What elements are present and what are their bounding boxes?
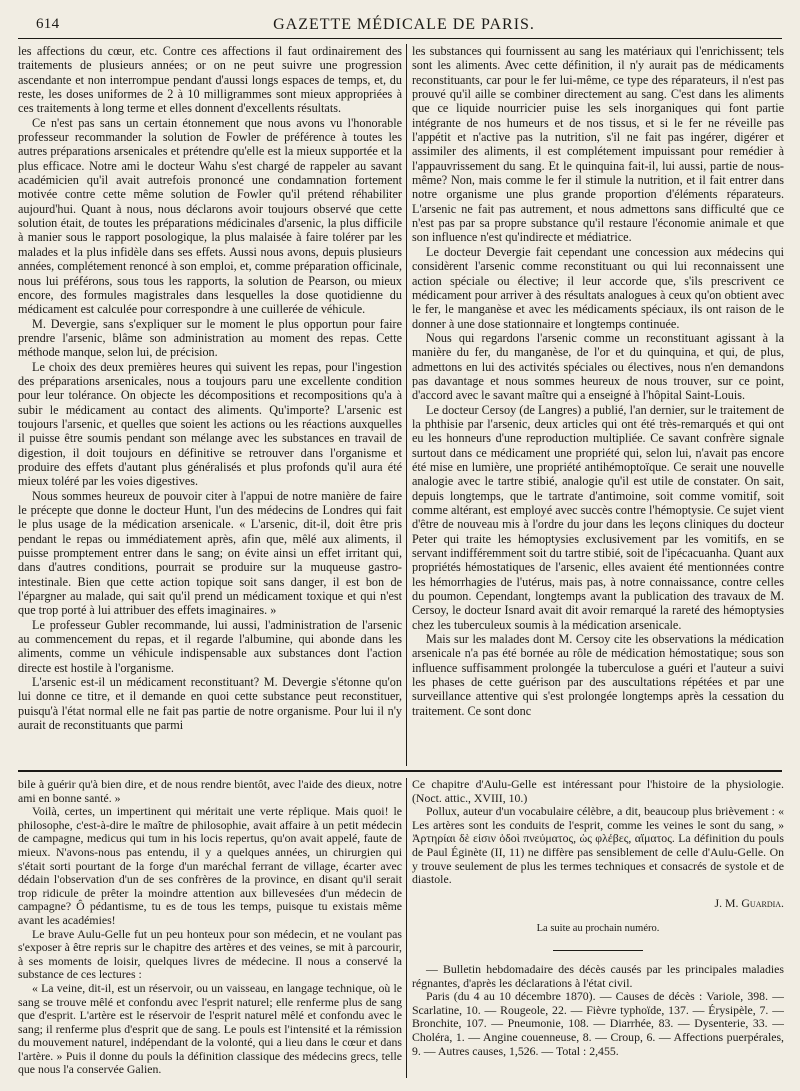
paragraph: Le choix des deux premières heures qui suivent les repas, pour l'ingestion des préparations arsenicales, nous a toujours paru une excellente condition pour leur tolérance. On objecte les décompositions et recompositions qu'a à subir le médicament au contact des aliments. Qu'importe? L'arsenic est toujours l'arsenic, et quelles que soient les actions ou les réactions auxquelles il puisse être soumis pendant son mélange avec les substances en travail de digestion, il doit toujours en définitive se retrouver dans l'organisme et produire des effets d'autant plus généralisés et plus profonds qu'il aura été mieux toléré par les voies digestives. <box>18 359 402 489</box>
page-number: 614 <box>36 16 60 32</box>
paragraph: « La veine, dit-il, est un réservoir, ou un vaisseau, en langage technique, où le sang se trouve mêlé et confondu avec l'esprit naturel; elle renferme plus de sang que d'esprit. L'artère est le réservoir de l'esprit naturel mêlé et confondu avec le sang; il renferme plus d'esprit que de sang. Le pouls est l'intensité et la rémission du mouvement naturel, indépendant de la volonté, qui a lieu dans le cœur et dans l'artère. » Puis il donne du pouls la définition classique des médecins grecs, telle que nous l'a conservée Galien. <box>18 980 402 1077</box>
column-divider-upper <box>406 44 407 766</box>
article-column-right <box>412 44 784 764</box>
bulletin-heading: — Bulletin hebdomadaire des décès causés par les principales maladies régnantes, d'après les déclarations à l'état civil. <box>412 961 784 990</box>
mortality-statistics: Paris (du 4 au 10 décembre 1870). — Causes de décès : Variole, 398. — Scarlatine, 10. — Rougeole, 22. — Fièvre typhoïde, 137. — Érysipèle, 7. — Bronchite, 107. — Pneumonie, 108. — Diarrhée, 83. — Dysenterie, 33. — Choléra, 1. — Angine couenneuse, 8. — Croup, 6. — Affections puerpérales, 9. — Autres causes, 1,526. — Total : 2,455. <box>412 989 784 1058</box>
feuilleton-column-right <box>412 778 784 1078</box>
paragraph: Ce n'est pas sans un certain étonnement que nous avons vu l'honorable professeur recommander la solution de Fowler de préférence à toutes les autres préparations arsenicales et prétendre qu'elle est la mieux supportée et la plus efficace. Notre ami le docteur Wahu s'est chargé de rappeler au savant académicien qu'il avait autrefois prononcé une condamnation fortement motivée contre cette même solution de Fowler qu'il prétend réhabiliter aujourd'hui. Quant à nous, nous déclarons avoir toujours observé que cette solution était, de toutes les préparations médicinales d'arsenic, la plus difficile à manier sous le rapport posologique, la plus malaisée à faire tolérer par les malades et la plus infidèle dans ses effets. Aussi nous avons, depuis plusieurs années, complétement renoncé à son emploi, et, comme préparation officinale, nous lui préférons, sous tous les rapports, la solution de Pearson, ou mieux encore, des formules magistrales dans lesquelles la dose quotidienne du médicament est calculée pour correspondre à une cuillerée de véhicule. <box>18 115 402 317</box>
feuilleton-rule <box>18 770 782 772</box>
continuation-note: La suite au prochain numéro. <box>536 923 660 935</box>
page-header <box>26 14 782 36</box>
paragraph: Ce chapitre d'Aulu-Gelle est intéressant pour l'histoire de la physiologie. (Noct. attic., XVIII, 10.) <box>412 778 784 805</box>
column-divider-lower <box>406 778 407 1078</box>
header-rule <box>18 38 782 39</box>
paragraph: Pollux, auteur d'un vocabulaire célèbre, a dit, beaucoup plus brièvement : « Les artères sont les conduits de l'esprit, comme les veines le sont du sang, » Ἀρτηρίαι δὲ εἰσιν ὁδοὶ πνεύματος, ὡς φλέβες, αἵματος. La définition du pouls de Paul Éginète (II, 11) ne diffère pas sensiblement de celle d'Aulu-Gelle. On y trouve seulement de plus les termes techniques et consacrés de systole et de diastole. <box>412 804 784 887</box>
paragraph: L'arsenic est-il un médicament reconstituant? M. Devergie s'étonne qu'on lui donne ce titre, et il demande en quoi cette substance peut reconstituer, puisqu'à l'état normal elle ne fait pas partie de notre organisme. Pour lui il n'y aurait de reconstituants que parmi <box>18 675 402 733</box>
paragraph: Le professeur Gubler recommande, lui aussi, l'administration de l'arsenic au commencement du repas, et il regarde l'albumine, qui abonde dans les aliments, comme un véhicule indispensable aux substances dont l'action directe est hostile à l'organisme. <box>18 617 402 675</box>
article-column-left <box>18 44 402 764</box>
paragraph: les affections du cœur, etc. Contre ces affections il faut ordinairement des traitements de plusieurs années; or on ne peut suivre une progression ascendante et non interrompue pendant d'aussi longs espaces de temps, et, du reste, les doses uniformes de 2 à 10 milligrammes sont mieux appropriées à ces traitements à long terme et elles donnent d'excellents résultats. <box>18 44 402 116</box>
paragraph: Mais sur les malades dont M. Cersoy cite les observations la médication arsenicale n'a pas été bornée au rôle de médication hémostatique; sous son influence suffisamment prolongée la tuberculose a guéri et l'auteur a suivi les phases de cette guérison par des auscultations répétées et par une surveillance attentive qui s'est prolongée longtemps après la cessation du traitement. Ce sont donc <box>412 632 784 718</box>
paragraph: Voilà, certes, un impertinent qui méritait une verte réplique. Mais quoi! le philosophe, c'est-à-dire le maître de philosophie, avait affaire à un petit médecin de campagne, medicus qui tum in his locis repertus, qu'on avait appelé, faute de mieux. N'avons-nous pas entendu, il y a quelques années, un chirurgien qui s'était sorti pourtant de la forge d'un maréchal ferrant de village, écarter avec dédain l'observation d'un de ses confrères de la province, en disant qu'il serait trop ridicule de prêter la moindre attention aux billevesées d'un médecin de campagne? Ô pédantisme, tu es de tous les temps, puisque tu existais même avant les académies! <box>18 804 402 927</box>
paragraph: Le docteur Cersoy (de Langres) a publié, l'an dernier, sur le traitement de la phthisie par l'arsenic, deux articles qui ont été très-remarqués et qui ont eu les honneurs d'une reproduction multipliée. Ce savant confrère signale surtout dans ce médicament une propriété qui, selon lui, n'avait pas encore été mise en lumière, une propriété antihémoptoïque. Ce serait une nouvelle analogie avec le tartre stibié, analogie qu'il est utile de constater. On sait, depuis longtemps, que le tartrate d'antimoine, soit comme vomitif, soit comme altérant, est employé avec succès contre l'hémoptysie. Ce sujet vient d'être de nouveau mis à l'ordre du jour dans les leçons cliniques du docteur Peter qui traite les hémoptysies exclusivement par les vomitifs, en se servant indifféremment soit du tartre stibié, soit de l'ipécacuanha. Quant aux propriétés hémostatiques de l'arsenic, elles avaient été mentionnées contre les hémorrhagies de l'utérus, mais pas, à notre connaissance, contre celles du poumon. Cependant, longtemps avant la publication des travaux de M. Cersoy, le docteur Isnard avait dit avoir remarqué la rareté des hémoptysies chez les tuberculeux soumis à la médication arsenicale. <box>412 402 784 632</box>
paragraph: Le docteur Devergie fait cependant une concession aux médecins qui considèrent l'arsenic comme reconstituant ou qui lui reconnaissent une action spéciale ou élective; il leur accorde que, s'ils prescrivent ce médicament pour arriver à des résultats analogues à ceux qu'on obtient avec le fer, le manganèse et avec les médicaments spéciaux, ils ont raison de le donner à une dose stationnaire et longtemps continuée. <box>412 244 784 331</box>
author-signature: J. M. Guardia. <box>714 895 784 910</box>
section-separator <box>553 950 643 951</box>
paragraph: Le brave Aulu-Gelle fut un peu honteux pour son médecin, et ne voulant pas s'exposer à être repris sur le chapitre des artères et des veines, se mit à parcourir, à ses moments de loisir, quelques livres de médecine. Il nous a conservé la substance de ces lectures : <box>18 926 402 982</box>
journal-title: GAZETTE MÉDICALE DE PARIS. <box>273 16 535 33</box>
paragraph: bile à guérir qu'à bien dire, et de nous rendre bientôt, avec l'aide des dieux, notre ami en bonne santé. » <box>18 778 402 805</box>
paragraph: M. Devergie, sans s'expliquer sur le moment le plus opportun pour faire prendre l'arsenic, blâme son administration au moment des repas. Cette méthode manque, selon lui, de précision. <box>18 316 402 360</box>
paragraph: Nous sommes heureux de pouvoir citer à l'appui de notre manière de faire le précepte que donne le docteur Hunt, l'un des médecins de Londres qui fait le plus usage de la médication arsenicale. « L'arsenic, dit-il, doit être pris pendant le repas ou immédiatement après, afin que, mêlé aux aliments, il puisse promptement entrer dans le sang; on évite ainsi un effet irritant qui, dans d'autres conditions, pourrait se produire sur la muqueuse gastro-intestinale. Bien que cette action topique soit sans danger, il est bon de l'épargner au malade, qui sait qu'il prend un médicament toxique et qui n'est que trop porté à lui attribuer des effets imaginaires. » <box>18 488 402 618</box>
feuilleton-column-left <box>18 778 402 1078</box>
paragraph: les substances qui fournissent au sang les matériaux qui l'enrichissent; tels sont les aliments. Avec cette définition, il n'y aurait pas de médicaments reconstituants, car pour le fer lui-même, ce type des réparateurs, il n'est pas prouvé qu'il aille se combiner directement au sang. C'est dans les aliments que ce liquide nourricier puise les sels inorganiques qui font partie intégrante de nos humeurs et de nos tissus, et si le fer ne réveille pas l'appétit et n'active pas la nutrition, s'il ne fait pas ingérer, digérer et assimiler des aliments, il est complétement impuissant pour remédier à l'appauvrissement du sang. Et le quinquina fait-il, lui aussi, partie de nous-même? Non, mais comme le fer il stimule la nutrition, et il fait entrer dans notre organisme une plus grande proportion d'éléments réparateurs. L'arsenic ne fait pas autrement, et nous admettons sans difficulté que ce n'est pas par sa propre substance qu'il restaure l'économie animale et que son influence n'est qu'indirecte et médiatrice. <box>412 44 784 245</box>
paragraph: Nous qui regardons l'arsenic comme un reconstituant agissant à la manière du fer, du manganèse, de l'or et du quinquina, et qui, de plus, admettons en lui des activités spéciales ou électives, nous n'en demandons pas davantage et nous sommes heureux de nous trouver, sur ce point, d'accord avec le savant maître qui a enseigné à l'hôpital Saint-Louis. <box>412 330 784 403</box>
